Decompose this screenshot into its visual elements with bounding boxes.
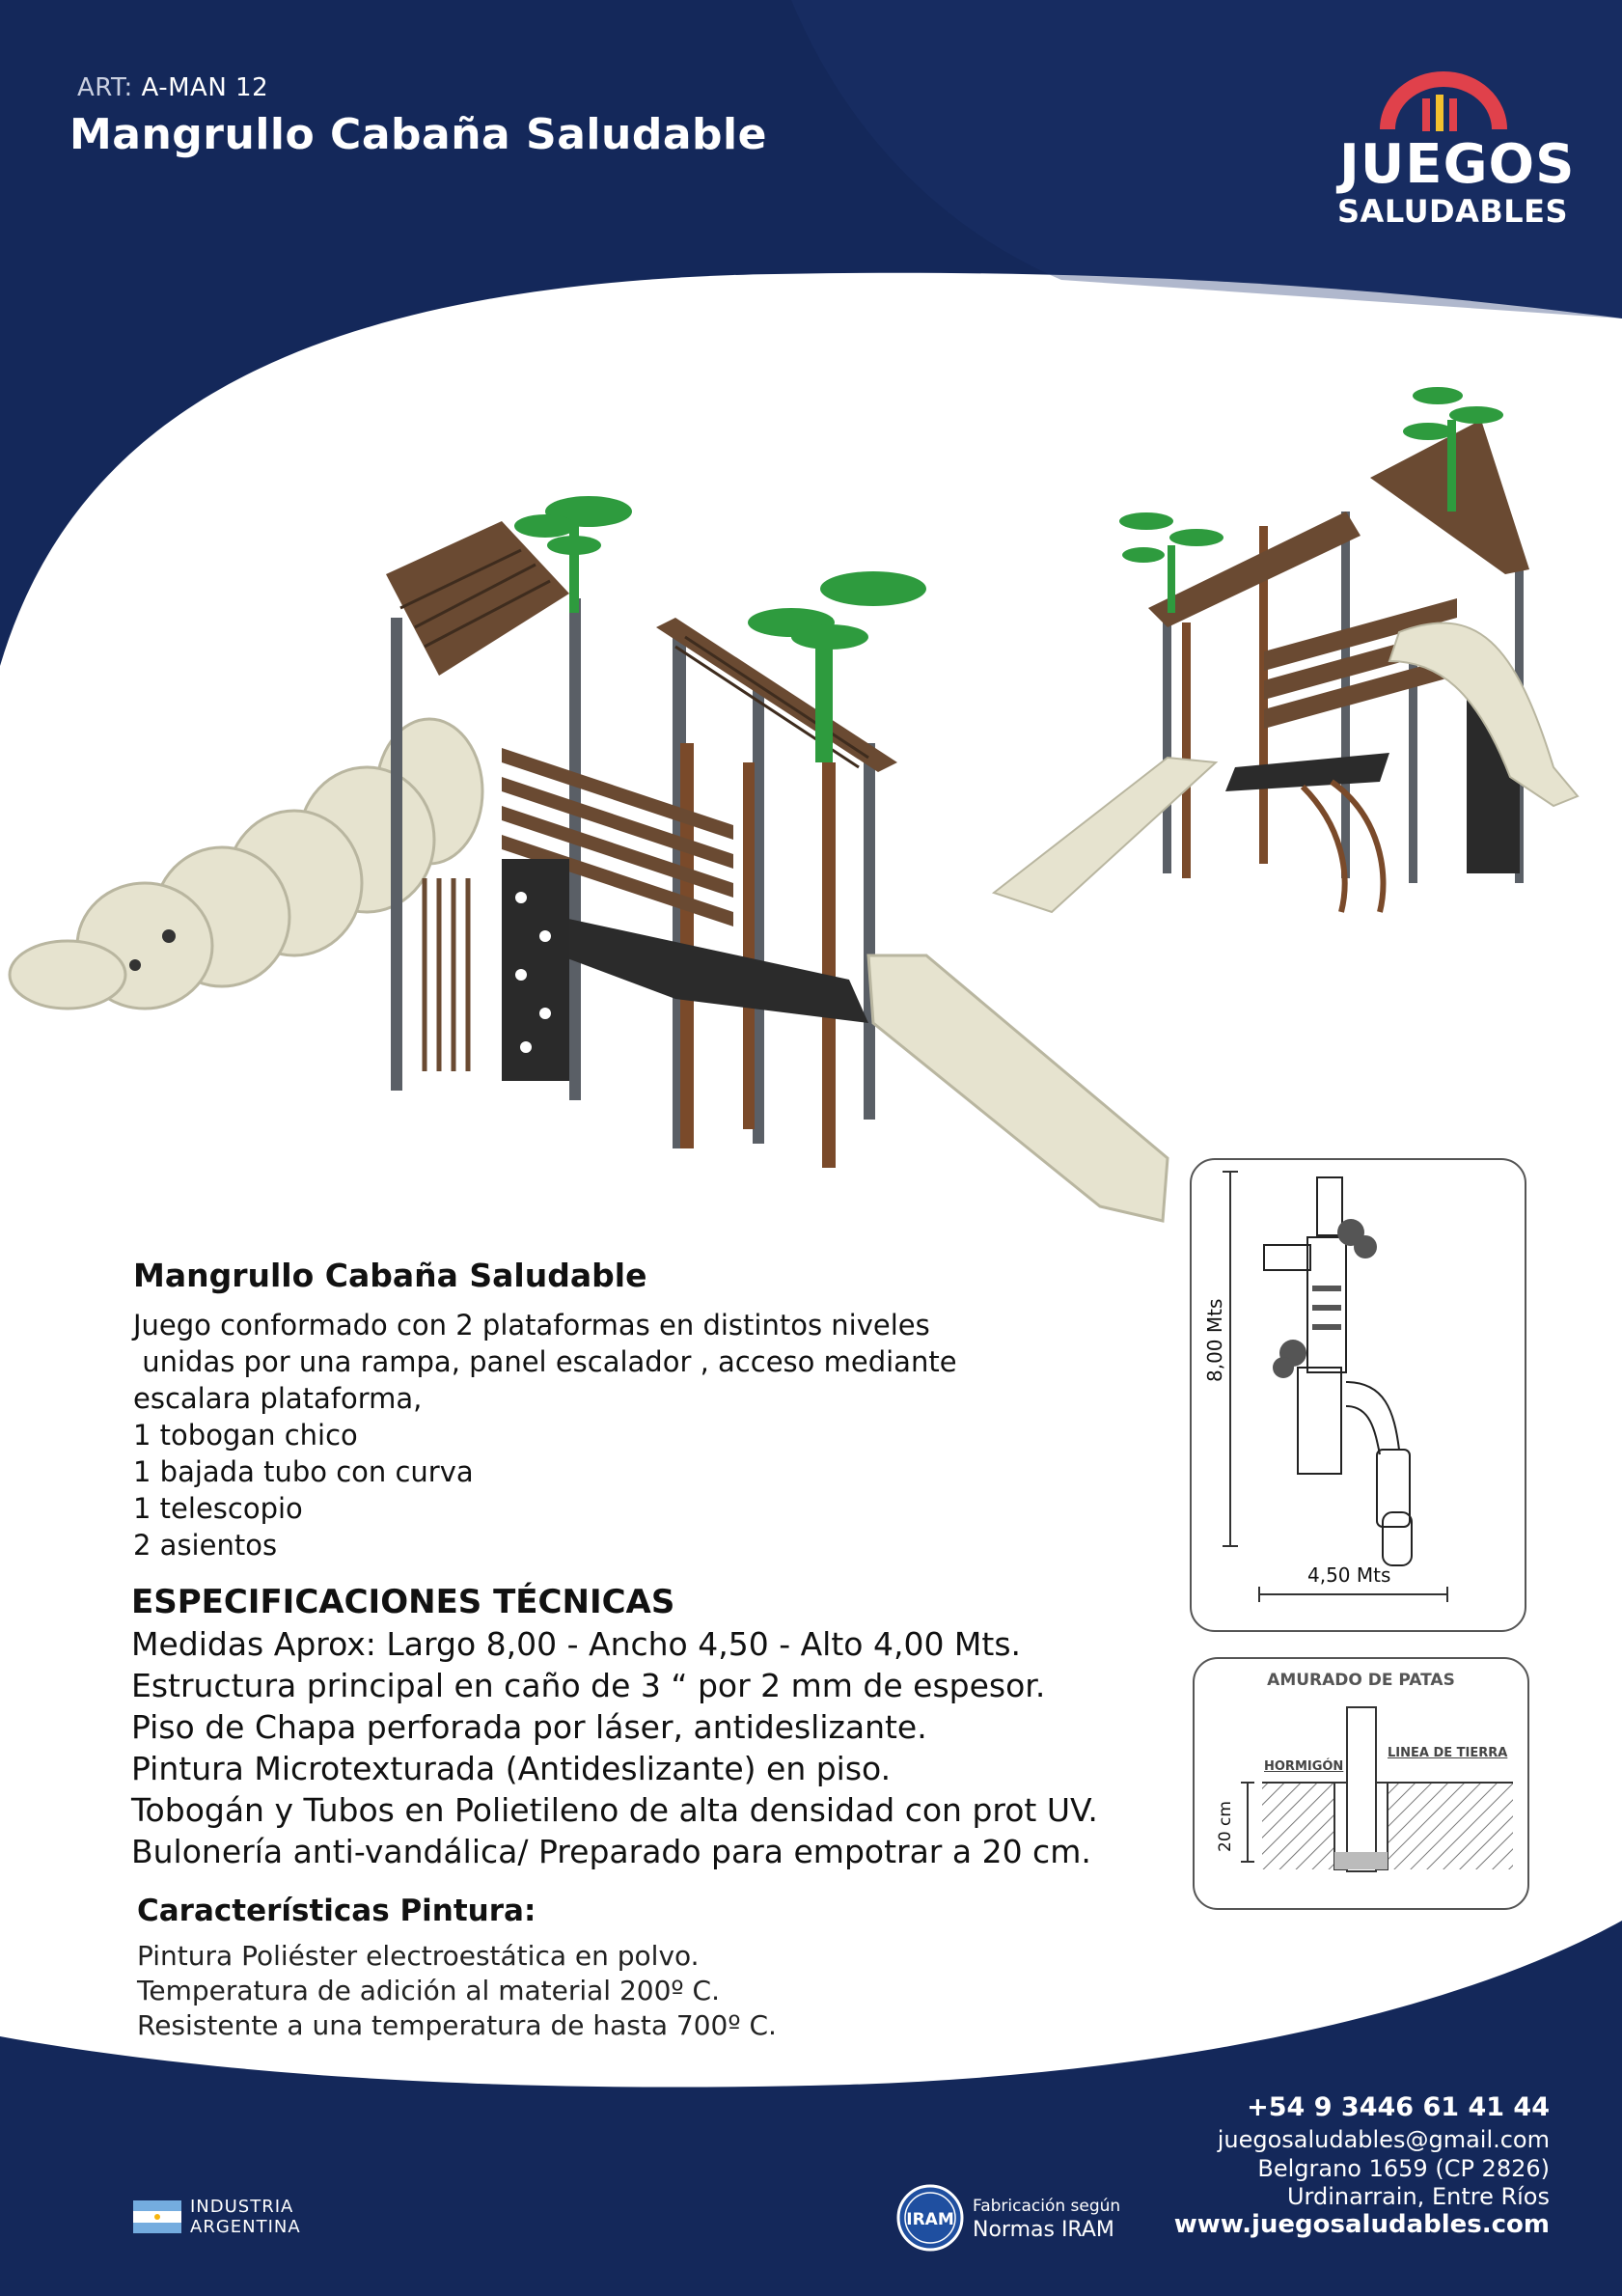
product-render-secondary bbox=[975, 372, 1602, 970]
iram-text-1: Fabricación según bbox=[973, 2197, 1121, 2216]
plan-length-label: 8,00 Mts bbox=[1203, 1298, 1226, 1382]
description-line: 1 telescopio bbox=[133, 1492, 303, 1525]
spec-line: Medidas Aprox: Largo 8,00 - Ancho 4,50 - Alto 4,00 Mts. bbox=[131, 1625, 1022, 1663]
iram-badge-text: IRAM bbox=[906, 2210, 954, 2229]
spec-line: Pintura Microtexturada (Antideslizante) en piso. bbox=[131, 1750, 892, 1787]
iram-badge-icon bbox=[895, 2183, 965, 2253]
anchoring-drawing bbox=[1195, 1659, 1527, 1908]
specs-title: ESPECIFICACIONES TÉCNICAS bbox=[131, 1583, 675, 1621]
spec-line: Tobogán y Tubos en Polietileno de alta densidad con prot UV. bbox=[131, 1791, 1098, 1829]
description-title: Mangrullo Cabaña Saludable bbox=[133, 1257, 647, 1294]
spec-line: Piso de Chapa perforada por láser, antideslizante. bbox=[131, 1708, 927, 1746]
description-line: 2 asientos bbox=[133, 1529, 278, 1562]
anchoring-title: AMURADO DE PATAS bbox=[1267, 1671, 1455, 1690]
article-code: ART: A-MAN 12 bbox=[77, 73, 269, 102]
brand-name-line1: JUEGOS bbox=[1339, 133, 1576, 196]
contact-address-1: Belgrano 1659 (CP 2826) bbox=[1257, 2155, 1550, 2182]
paint-title: Características Pintura: bbox=[137, 1894, 536, 1928]
brand-name-line2: SALUDABLES bbox=[1337, 193, 1569, 230]
description-line: unidas por una rampa, panel escalador , acceso mediante bbox=[133, 1345, 957, 1378]
contact-address-2: Urdinarrain, Entre Ríos bbox=[1286, 2183, 1550, 2210]
anchoring-detail-box bbox=[1193, 1657, 1529, 1910]
paint-line: Temperatura de adición al material 200º C. bbox=[137, 1975, 720, 2006]
description-line: Juego conformado con 2 plataformas en distintos niveles bbox=[133, 1309, 930, 1342]
website-link[interactable]: www.juegosaludables.com bbox=[1173, 2210, 1550, 2239]
depth-label: 20 cm bbox=[1216, 1801, 1235, 1852]
description-line: 1 bajada tubo con curva bbox=[133, 1455, 474, 1488]
ground-line-label: LINEA DE TIERRA bbox=[1388, 1746, 1508, 1760]
paint-line: Pintura Poliéster electroestática en polvo. bbox=[137, 1940, 700, 1972]
description-line: escalara plataforma, bbox=[133, 1382, 423, 1415]
plan-width-label: 4,50 Mts bbox=[1307, 1563, 1391, 1587]
brand-logo bbox=[1322, 69, 1576, 234]
industria-argentina-label: INDUSTRIA ARGENTINA bbox=[190, 2197, 301, 2237]
argentina-flag-icon bbox=[133, 2200, 181, 2233]
contact-email[interactable]: juegosaludables@gmail.com bbox=[1217, 2126, 1550, 2153]
plan-view-box bbox=[1190, 1158, 1526, 1632]
tube-slide bbox=[10, 719, 482, 1009]
page-title: Mangrullo Cabaña Saludable bbox=[69, 110, 767, 159]
plan-view-drawing bbox=[1192, 1160, 1525, 1630]
description-line: 1 tobogan chico bbox=[133, 1419, 358, 1452]
spec-line: Bulonería anti-vandálica/ Preparado para empotrar a 20 cm. bbox=[131, 1833, 1091, 1870]
concrete-label: HORMIGÓN bbox=[1264, 1759, 1344, 1774]
contact-phone[interactable]: +54 9 3446 61 41 44 bbox=[1247, 2092, 1550, 2122]
article-number: A-MAN 12 bbox=[141, 73, 269, 102]
iram-text-2: Normas IRAM bbox=[973, 2218, 1114, 2242]
spec-line: Estructura principal en caño de 3 “ por 2 mm de espesor. bbox=[131, 1667, 1046, 1704]
paint-line: Resistente a una temperatura de hasta 700º C. bbox=[137, 2009, 777, 2041]
